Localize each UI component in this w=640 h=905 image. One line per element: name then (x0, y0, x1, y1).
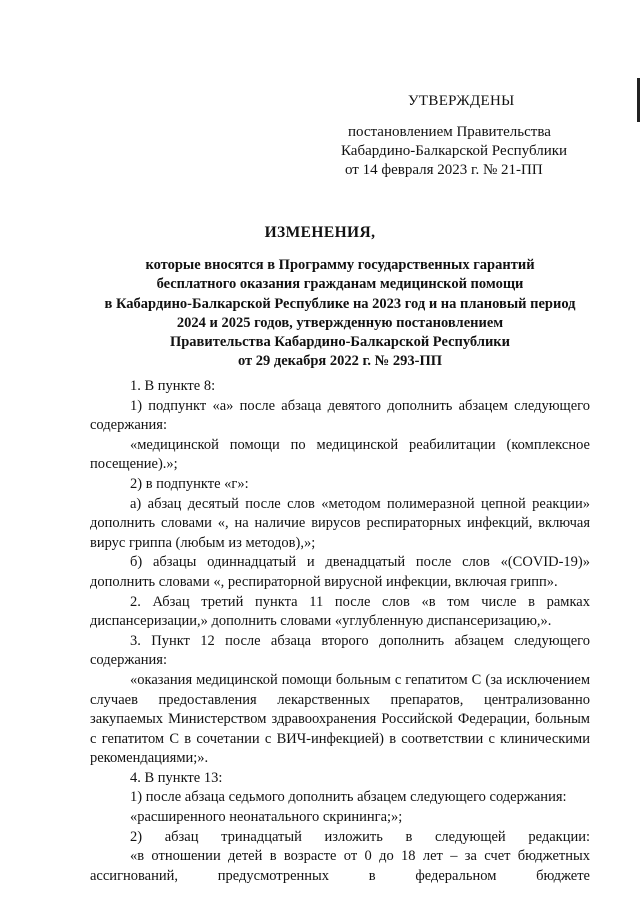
subtitle-line: в Кабардино-Балкарской Республике на 2023 год и на плановый период (104, 295, 576, 312)
paragraph: б) абзацы одиннадцатый и двенадцатый после слов «(COVID-19)» дополнить словами «, респираторной вирусной инфекции, включая грипп». (90, 554, 590, 590)
document-subtitle (60, 256, 620, 372)
document-body (90, 377, 590, 886)
paragraph: 2) в подпункте «г»: (130, 475, 249, 492)
subtitle-line: бесплатного оказания гражданам медицинской помощи (156, 276, 524, 293)
subtitle-line: которые вносятся в Программу государственных гарантий (145, 257, 535, 273)
paragraph: «оказания медицинской помощи больным с гепатитом С (за исключением случаев предоставления лекарственных препаратов, централизованно закупаемых Министерством здравоохранения Российской Федерации, больным с гепатитом С в сочетании с ВИЧ-инфекцией) в соответствии с клиническими рекомендациями;». (90, 671, 590, 767)
paragraph: 1) после абзаца седьмого дополнить абзацем следующего содержания: (130, 789, 567, 806)
subtitle-line: 2024 и 2025 годов, утвержденную постановлением (176, 314, 504, 331)
subtitle-line: от 29 декабря 2022 г. № 293-ПП (237, 353, 443, 370)
paragraph: 2. Абзац третий пункта 11 после слов «в том числе в рамках диспансеризации,» дополнить словами «углубленную диспансеризацию,». (90, 593, 590, 630)
paragraph: а) абзац десятый после слов «методом полимеразной цепной реакции» дополнить словами «, на наличие вирусов респираторных инфекций, включая вирус гриппа (любым из методов),»; (90, 495, 590, 551)
paragraph: 3. Пункт 12 после абзаца второго дополнить абзацем следующего содержания: (90, 632, 590, 669)
approval-block (338, 92, 618, 180)
subtitle-line: Правительства Кабардино-Балкарской Республики (169, 334, 511, 351)
paragraph: 2) абзац тринадцатый изложить в следующей редакции: (130, 828, 590, 845)
document-title: ИЗМЕНЕНИЯ, (264, 224, 376, 241)
paragraph: «расширенного неонатального скрининга;»; (130, 809, 403, 826)
approval-line: Кабардино-Балкарской Республики (341, 143, 568, 159)
approval-line: от 14 февраля 2023 г. № 21-ПП (345, 162, 543, 178)
approval-line: постановлением Правительства (348, 124, 551, 140)
paragraph: 1) подпункт «а» после абзаца девятого дополнить абзацем следующего содержания: (90, 397, 590, 434)
paragraph: 4. В пункте 13: (130, 769, 223, 786)
paragraph: «в отношении детей в возрасте от 0 до 18 лет – за счет бюджетных ассигнований, предусмотренных в федеральном бюджете (90, 848, 590, 884)
paragraph: 1. В пункте 8: (130, 378, 216, 394)
paragraph: «медицинской помощи по медицинской реабилитации (комплексное посещение).»; (90, 436, 590, 473)
approval-heading: УТВЕРЖДЕНЫ (408, 93, 515, 109)
